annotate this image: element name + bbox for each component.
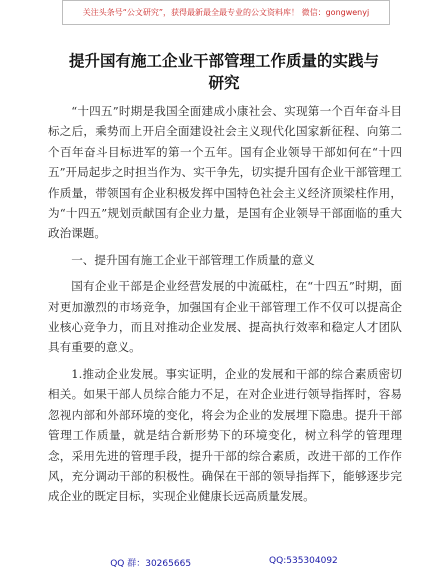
- paragraph-intro: “十四五”时期是我国全面建成小康社会、实现第一个百年奋斗目标之后，乘势而上开启全面建设社会主义现代化国家新征程、向第二个百年奋斗目标进军的第一个五年。国有企业领导干部如何在“十四五”开局起步之时担当作为、实干争先，切实提升国有企业干部管理工作质量，带领国有企业积极发挥中国特色社会主义经济顶梁柱作用，为“十四五”规划贡献国有企业力量，是国有企业领导干部面临的重大政治课题。: [48, 104, 402, 241]
- footer-qq-group: QQ 群：30265665: [110, 559, 192, 569]
- title-line-1: 提升国有施工企业干部管理工作质量的实践与: [68, 52, 379, 70]
- section-heading: 一、提升国有施工企业干部管理工作质量的意义: [71, 252, 315, 267]
- header-banner: 关注头条号“公文研究”，获得最新最全最专业的公文资料库！ 微信：gongwenyj: [62, 0, 390, 25]
- title-line-2: 研究: [208, 74, 240, 92]
- document-body: [48, 101, 402, 513]
- document-title: [30, 50, 418, 94]
- footer: [0, 556, 448, 569]
- paragraph-significance: 国有企业干部是企业经营发展的中流砥柱，在“十四五”时期，面对更加激烈的市场竞争，加强国有企业干部管理工作不仅可以提高企业核心竞争力，而且对推动企业发展、提高执行效率和稳定人才团队具有重要的意义。: [48, 279, 402, 355]
- footer-qq: QQ:535304092: [269, 556, 338, 566]
- paragraph-item-1: 1.推动企业发展。事实证明，企业的发展和干部的综合素质密切相关。如果干部人员综合能力不足，在对企业进行领导指挥时，容易忽视内部和外部环境的变化，将会为企业的发展埋下隐患。提升干部管理工作质量，就是结合新形势下的环境变化，树立科学的管理理念，采用先进的管理手段，提升干部的综合素质，改进干部的工作作风，充分调动干部的积极性。确保在干部的领导指挥下，能够逐步完成企业的既定目标，实现企业健康长远高质量发展。: [48, 366, 402, 504]
